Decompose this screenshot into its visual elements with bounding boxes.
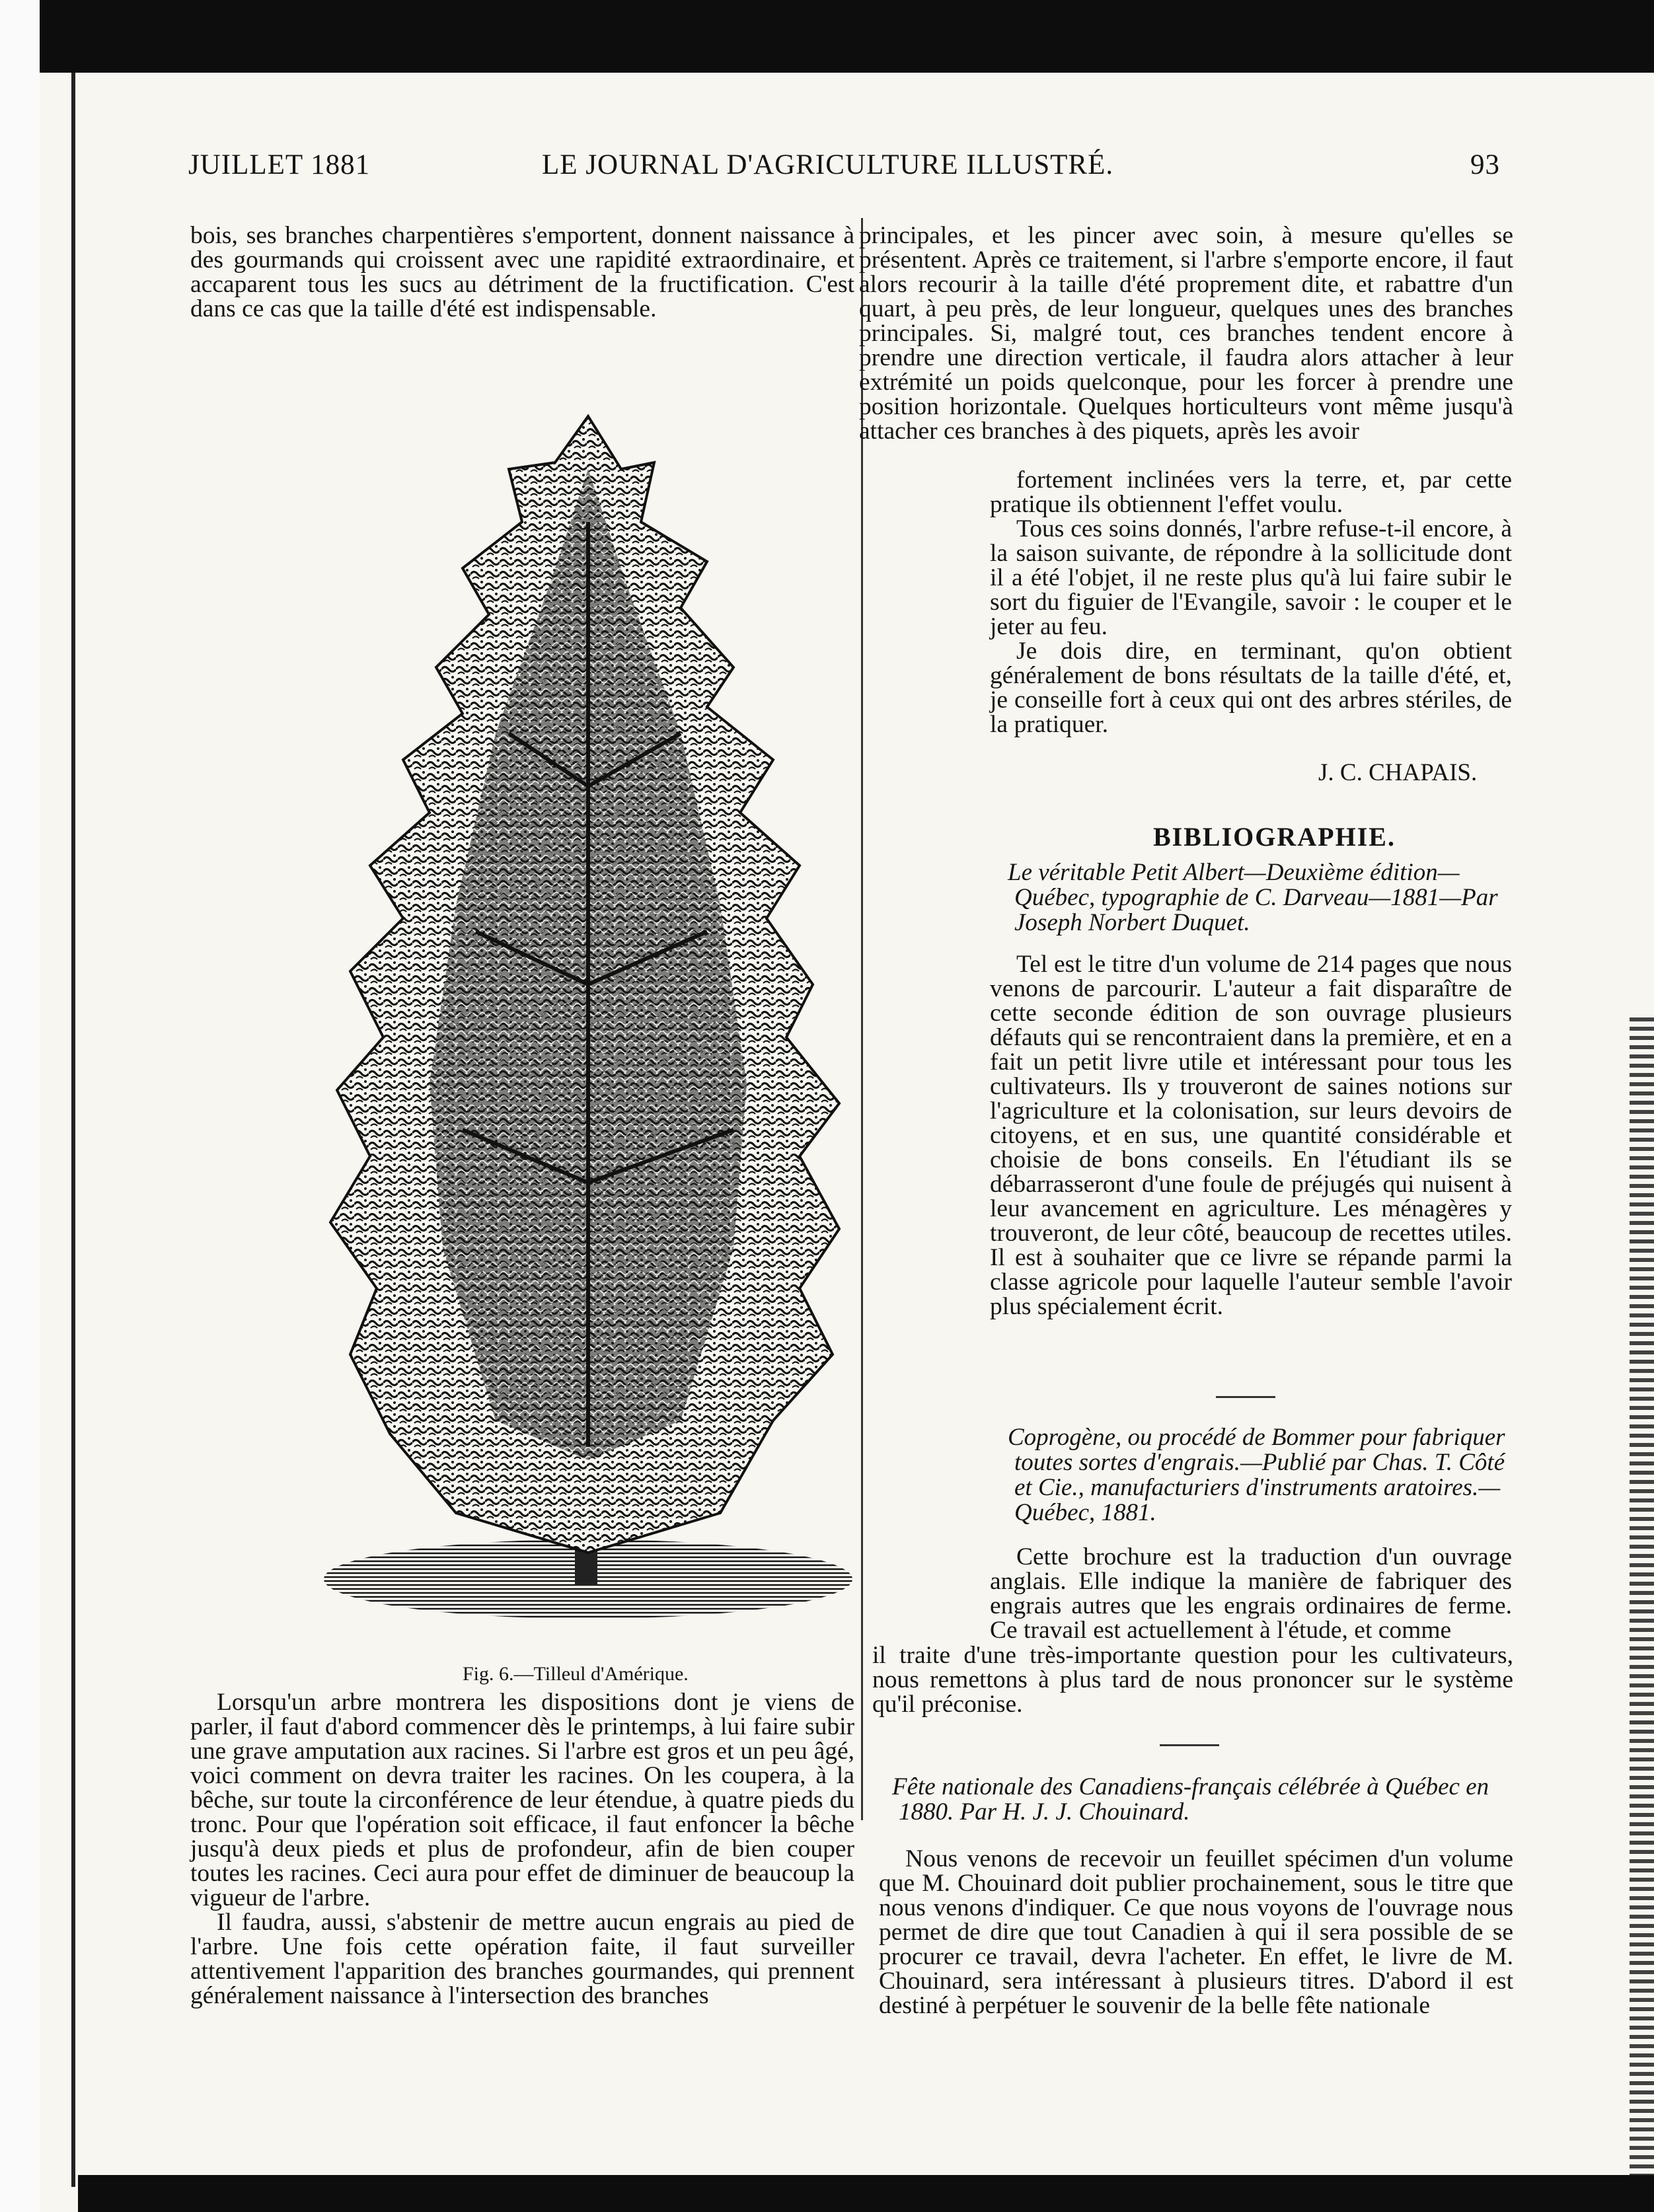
paragraph: Tous ces soins donnés, l'arbre refuse-t-il encore, à la saison suivante, de répondre à la sollicitude dont il a été l'objet, il ne reste plus qu'à lui faire subir le sort du figuier de l'Evangile, savoir : le couper et le jeter au feu. bbox=[990, 515, 1512, 640]
review-text-continued bbox=[872, 1643, 1513, 1716]
paragraph: Je dois dire, en terminant, qu'on obtient généralement de bons résultats de la taille d'été, et, je conseille fort à ceux qui ont des arbres stériles, de la pratiquer. bbox=[990, 638, 1512, 738]
author-signature: J. C. CHAPAIS. bbox=[1318, 759, 1478, 786]
paragraph: il traite d'une très-importante question pour les cultivateurs, nous remettons à plus tard de nous prononcer sur le système qu'il préconise. bbox=[872, 1642, 1513, 1718]
column2-top-text bbox=[859, 223, 1513, 443]
separator-rule bbox=[1160, 1744, 1219, 1746]
paragraph: Tel est le titre d'un volume de 214 pages que nous venons de parcourir. L'auteur a fait disparaître de cette seconde édition de son ouvrage plusieurs défauts qui se rencontraient dans la première, et en a fait un petit livre utile et intéressant pour tous les cultivateurs. Ils y trouveront de saines notions sur l'agriculture et la colonisation, sur leurs devoirs de citoyens, et en sus, une quantité considérable et choisie de bons conseils. En l'étudiant ils se débarrasseront d'une foule de préjugés qui nuisent à leur avancement en agriculture. Les ménagères y trouveront, de leur côté, beaucoup de recettes utiles. Il est à souhaiter que ce livre se répande parmi la classe agricole pour laquelle l'auteur semble l'avoir plus spécialement écrit. bbox=[990, 951, 1512, 1320]
review-text bbox=[990, 952, 1512, 1319]
column1-top-text bbox=[190, 223, 854, 321]
scan-top-border bbox=[40, 0, 1654, 73]
book-title: Fête nationale des Canadiens-français célébrée à Québec en 1880. Par H. J. J. Chouinard. bbox=[892, 1773, 1489, 1825]
review-text bbox=[990, 1545, 1512, 1642]
book-title: Coprogène, ou procédé de Bommer pour fabriquer toutes sortes d'engrais.—Publié par Chas. T. Côté et Cie., manufacturiers d'instruments aratoires.—Québec, 1881. bbox=[1008, 1424, 1505, 1526]
review-text bbox=[879, 1847, 1513, 2018]
page-margin bbox=[0, 0, 40, 2212]
header-date: JUILLET 1881 bbox=[188, 149, 371, 180]
column1-bottom-text bbox=[190, 1690, 854, 2008]
paragraph: principales, et les pincer avec soin, à mesure qu'elles se présentent. Après ce traitement, si l'arbre s'emporte encore, il faut alors recourir à la taille d'été proprement dite, et rabattre d'un quart, à peu près, de leur longueur, quelques unes des branches principales. Si, malgré tout, ces branches tendent encore à prendre une direction verticale, il faudra alors attacher à leur extrémité un poids quelconque, pour les forcer à prendre une position horizontale. Quelques horticulteurs vont même jusqu'à attacher ces branches à des piquets, après les avoir bbox=[859, 222, 1513, 445]
page-number: 93 bbox=[1470, 149, 1500, 180]
paragraph: fortement inclinées vers la terre, et, par cette pratique ils obtiennent l'effet voulu. bbox=[990, 466, 1512, 518]
paragraph: bois, ses branches charpentières s'emportent, donnent naissance à des gourmands qui croissent avec une rapidité extraordinaire, et accaparent tous les sucs au détriment de la fructification. C'est dans ce cas que la taille d'été est indispensable. bbox=[190, 222, 854, 322]
column2-mid-text bbox=[990, 468, 1512, 737]
scan-left-edge bbox=[71, 73, 75, 2187]
book-title: Le véritable Petit Albert—Deuxième édition—Québec, typographie de C. Darveau—1881—Par Joseph Norbert Duquet. bbox=[1008, 859, 1498, 936]
separator-rule bbox=[1216, 1396, 1275, 1398]
figure-caption: Fig. 6.—Tilleul d'Amérique. bbox=[463, 1663, 689, 1685]
running-header bbox=[188, 149, 1500, 188]
linden-tree-illustration bbox=[311, 390, 859, 1658]
journal-title: LE JOURNAL D'AGRICULTURE ILLUSTRÉ. bbox=[542, 149, 1114, 180]
scan-bottom-border bbox=[78, 2175, 1654, 2212]
scan-right-edge bbox=[1630, 1017, 1654, 2180]
column-divider bbox=[861, 218, 863, 1820]
paragraph: Il faudra, aussi, s'abstenir de mettre aucun engrais au pied de l'arbre. Une fois cette opération faite, il faut surveiller attentivement l'apparition des branches gourmandes, qui prennent généralement naissance à l'intersection des branches bbox=[190, 1909, 854, 2009]
paragraph: Cette brochure est la traduction d'un ouvrage anglais. Elle indique la manière de fabriquer des engrais autres que les engrais ordinaires de ferme. Ce travail est actuellement à l'étude, et comme bbox=[990, 1543, 1512, 1644]
section-heading: BIBLIOGRAPHIE. bbox=[1153, 822, 1396, 852]
paragraph: Lorsqu'un arbre montrera les dispositions dont je viens de parler, il faut d'abord commencer dès le printemps, à lui faire subir une grave amputation aux racines. Si l'arbre est gros et un peu âgé, voici comment on devra traiter les racines. On les coupera, à la bêche, sur toute la circonférence de leur étendue, à quatre pieds du tronc. Pour que l'opération soit efficace, il faut enfoncer la bêche jusqu'à deux pieds et plus de profondeur, afin de bien couper toutes les racines. Ceci aura pour effet de diminuer de beaucoup la vigueur de l'arbre. bbox=[190, 1689, 854, 1911]
paragraph: Nous venons de recevoir un feuillet spécimen d'un volume que M. Chouinard doit publier prochainement, sous le titre que nous venons d'indiquer. Ce que nous voyons de l'ouvrage nous permet de dire que tout Canadien à qui il sera possible de se procurer ce travail, devra l'acheter. En effet, le livre de M. Chouinard, sera intéressant à plusieurs titres. D'abord il est destiné à perpétuer le souvenir de la belle fête nationale bbox=[879, 1845, 1513, 2019]
